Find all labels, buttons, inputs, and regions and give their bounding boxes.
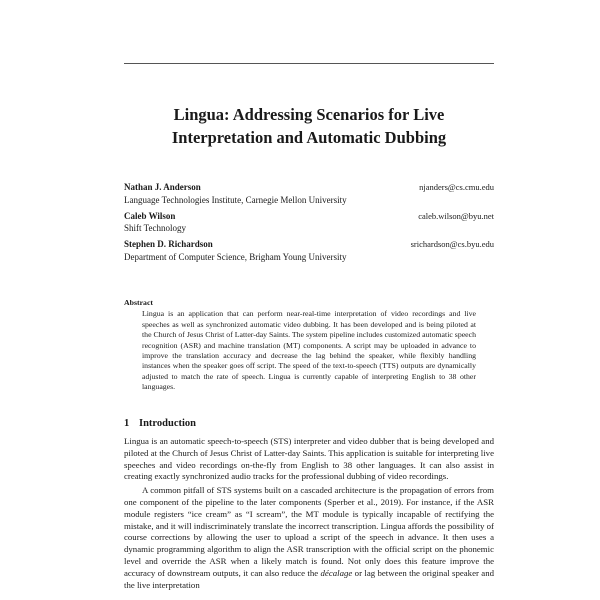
author-affiliation: Shift Technology xyxy=(124,223,186,233)
paragraph xyxy=(124,485,494,591)
paragraph: Lingua is an automatic speech-to-speech (STS) interpreter and video dubber that is being developed and piloted at the Church of Jesus Christ of Latter-day Saints. This application is suitable for interpreting live speeches and video recordings on-the-fly from English to 38 other languages. It can also assist in creating exactly synchronized audio tracks for the professional dubbing of video recordings. xyxy=(124,436,494,482)
paragraph-text: or lag between the original speaker and the live interpretation xyxy=(124,567,494,590)
section-body xyxy=(124,436,494,591)
author-name: Nathan J. Anderson xyxy=(124,182,201,192)
emphasis-term: décalage xyxy=(320,567,353,578)
author-name: Stephen D. Richardson xyxy=(124,239,213,249)
author-email: njanders@cs.cmu.edu xyxy=(419,182,494,192)
top-rule xyxy=(124,63,494,64)
author-entry xyxy=(124,238,494,263)
author-email: caleb.wilson@byu.net xyxy=(418,210,494,221)
author-affiliation: Language Technologies Institute, Carnegie Mellon University xyxy=(124,194,347,205)
author-name: Caleb Wilson xyxy=(124,210,176,221)
author-entry xyxy=(124,181,494,206)
paper-title: Lingua: Addressing Scenarios for Live Interpretation and Automatic Dubbing xyxy=(171,105,447,147)
abstract-text: Lingua is an application that can perform near-real-time interpretation of video recordings and live speeches as well as synchronized automatic video dubbing. It has been developed and is being piloted at the Church of Jesus Christ of Latter-day Saints. The system pipeline includes customized automatic speech recognition (ASR) and machine translation (MT) components. A script may be uploaded in advance to improve the translation accuracy and decrease the lag behind the speaker, while flexibly handling instances when the speaker goes off script. The speed of the text-to-speech (TTS) outputs are dynamically adjusted to match the rate of speech. Lingua is currently capable of interpreting English to 38 other languages. xyxy=(142,309,476,392)
author-block xyxy=(124,181,494,267)
section-number: 1 xyxy=(124,418,130,429)
author-affiliation: Department of Computer Science, Brigham Young University xyxy=(124,251,347,262)
section-title: Introduction xyxy=(139,418,196,429)
paragraph-text: A common pitfall of STS systems built on a cascaded architecture is the propagation of errors from one component of the pipeline to the later components (Sperber et al., 2019). For instance, if the ASR module registers “ice cream” as “I scream”, the MT module is typically incapable of rectifying the mistake, and it will indiscriminately translate the incorrect transcription. Lingua affords the possibility of course corrections by allowing the user to upload a script of the speech in advance. It then uses a dynamic programming algorithm to align the ASR transcription with the official script on the phonemic level and override the ASR when a likely match is found. Not only does this feature improve the accuracy of downstream outputs, it can also reduce the xyxy=(124,485,494,578)
abstract-heading: Abstract xyxy=(124,298,154,307)
author-entry xyxy=(124,210,494,235)
section-heading xyxy=(124,418,196,429)
author-email: srichardson@cs.byu.edu xyxy=(410,239,494,249)
abstract-section xyxy=(124,298,494,393)
